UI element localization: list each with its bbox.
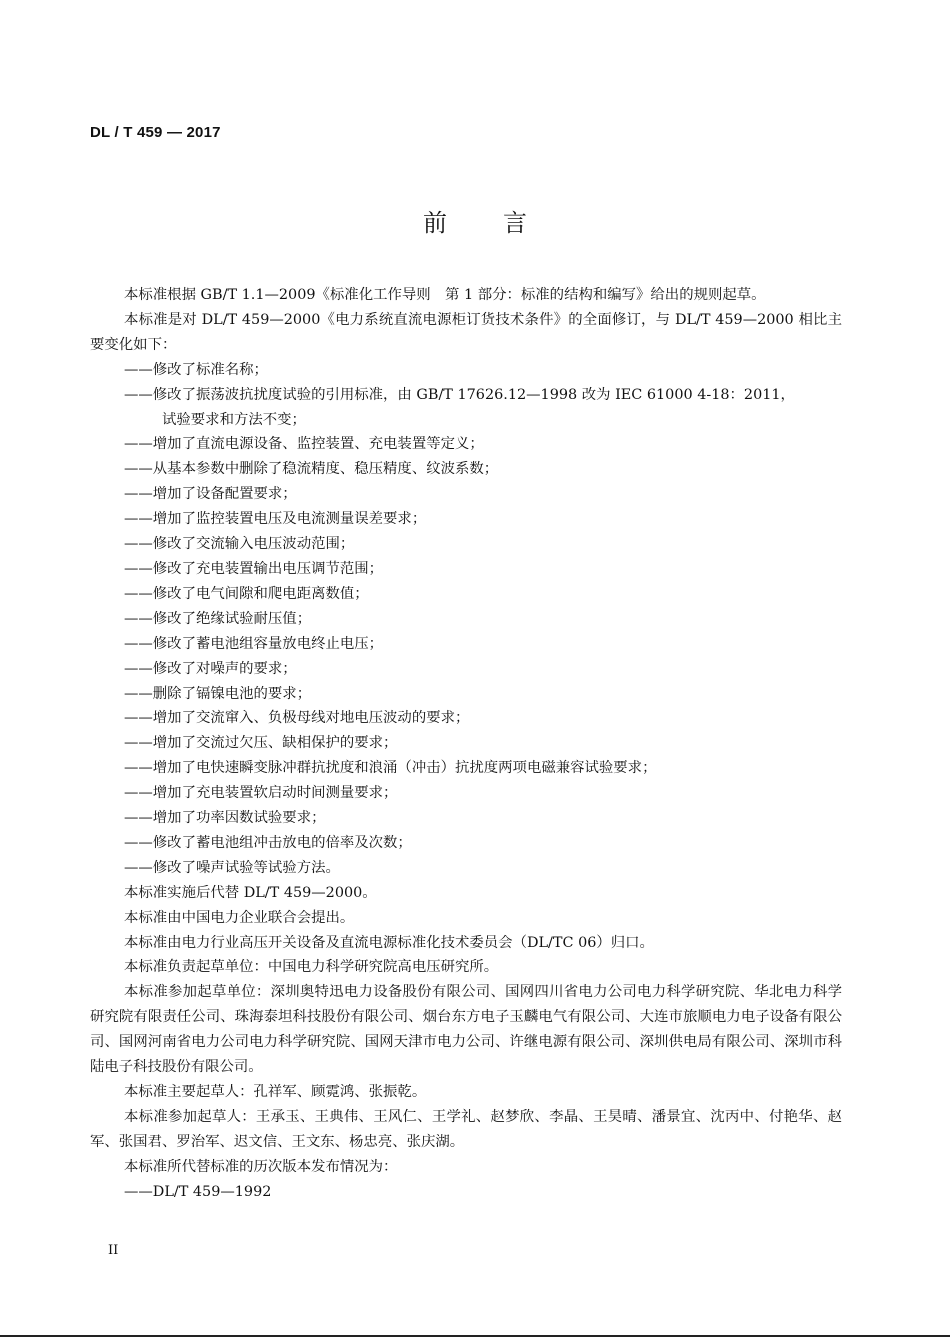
outro-paragraph-committee: 本标准由电力行业高压开关设备及直流电源标准化技术委员会（DL/TC 06）归口。: [124, 934, 654, 951]
change-item: ——修改了蓄电池组冲击放电的倍率及次数；: [124, 834, 412, 851]
outro-paragraph-main-drafters: 本标准主要起草人：孔祥军、顾霓鸿、张振乾。: [124, 1084, 427, 1100]
change-item: ——修改了交流输入电压波动范围；: [124, 536, 355, 553]
change-item: ——修改了蓄电池组容量放电终止电压；: [124, 635, 384, 652]
change-item: ——修改了标准名称；: [124, 361, 268, 378]
standard-code: DL / T 459 — 2017: [90, 124, 221, 141]
page-number: II: [108, 1243, 119, 1258]
outro-paragraph-participating-units: 本标准参加起草单位：深圳奥特迅电力设备股份有限公司、国网四川省电力公司电力科学研究院、华北电力科学研究院有限责任公司、珠海泰坦科技股份有限公司、烟台东方电子玉麟电气有限公司、大连市旅顺电力电子设备有限公司、国网河南省电力公司电力科学研究院、国网天津市电力公司、许继电源有限公司、深圳供电局有限公司、深圳市科陆电子科技股份有限公司。: [90, 984, 842, 1076]
change-item: ——修改了噪声试验等试验方法。: [124, 859, 340, 876]
change-item: ——增加了交流窜入、负极母线对地电压波动的要求；: [124, 710, 470, 727]
change-item-text: ——修改了振荡波抗扰度试验的引用标准，由 GB/T 17626.12—1998 改为 IEC 61000 4-18：2011，: [124, 386, 795, 403]
outro-paragraph-proposed: 本标准由中国电力企业联合会提出。: [124, 909, 355, 926]
change-item: ——修改了绝缘试验耐压值；: [124, 610, 312, 627]
change-item: ——修改了对噪声的要求；: [124, 660, 297, 677]
change-item: ——增加了直流电源设备、监控装置、充电装置等定义；: [124, 436, 484, 453]
change-item-continuation: 试验要求和方法不变；: [162, 411, 306, 428]
change-item: ——增加了电快速瞬变脉冲群抗扰度和浪涌（冲击）抗扰度两项电磁兼容试验要求；: [124, 760, 657, 777]
standard-code-header: [90, 124, 221, 141]
change-item: ——增加了监控装置电压及电流测量误差要求；: [124, 511, 427, 528]
intro-paragraph-1: 本标准根据 GB/T 1.1—2009《标准化工作导则 第 1 部分：标准的结构和编写》给出的规则起草。: [124, 287, 766, 303]
change-item: ——从基本参数中删除了稳流精度、稳压精度、纹波系数；: [124, 461, 499, 478]
change-item: ——增加了功率因数试验要求；: [124, 810, 326, 827]
outro-paragraph-lead-drafter: 本标准负责起草单位：中国电力科学研究院高电压研究所。: [124, 959, 499, 976]
outro-paragraph-participating-drafters: 本标准参加起草人：王承玉、王典伟、王风仁、王学礼、赵梦欣、李晶、王昊晴、潘景宜、沈丙中、付艳华、赵军、张国君、罗治军、迟文信、王文东、杨忠亮、张庆湖。: [90, 1108, 842, 1150]
change-item: ——增加了设备配置要求；: [124, 486, 297, 503]
outro-paragraph-replaces: 本标准实施后代替 DL/T 459—2000。: [124, 884, 377, 901]
changes-list: [90, 358, 842, 881]
change-item: ——增加了交流过欠压、缺相保护的要求；: [124, 735, 398, 752]
change-item: ——增加了充电装置软启动时间测量要求；: [124, 785, 398, 802]
change-item: [90, 383, 842, 433]
change-item: ——修改了电气间隙和爬电距离数值；: [124, 585, 369, 602]
history-item: ——DL/T 459—1992: [124, 1183, 272, 1200]
page-title: 前言: [423, 209, 583, 237]
change-item: ——修改了充电装置输出电压调节范围；: [124, 560, 384, 577]
bottom-divider: [0, 1335, 950, 1337]
outro-paragraph-history: 本标准所代替标准的历次版本发布情况为：: [124, 1158, 398, 1175]
intro-paragraph-2: 本标准是对 DL/T 459—2000《电力系统直流电源柜订货技术条件》的全面修订，与 DL/T 459—2000 相比主要变化如下：: [90, 311, 842, 353]
change-item: ——删除了镉镍电池的要求；: [124, 685, 312, 702]
document-body: [90, 283, 842, 1205]
